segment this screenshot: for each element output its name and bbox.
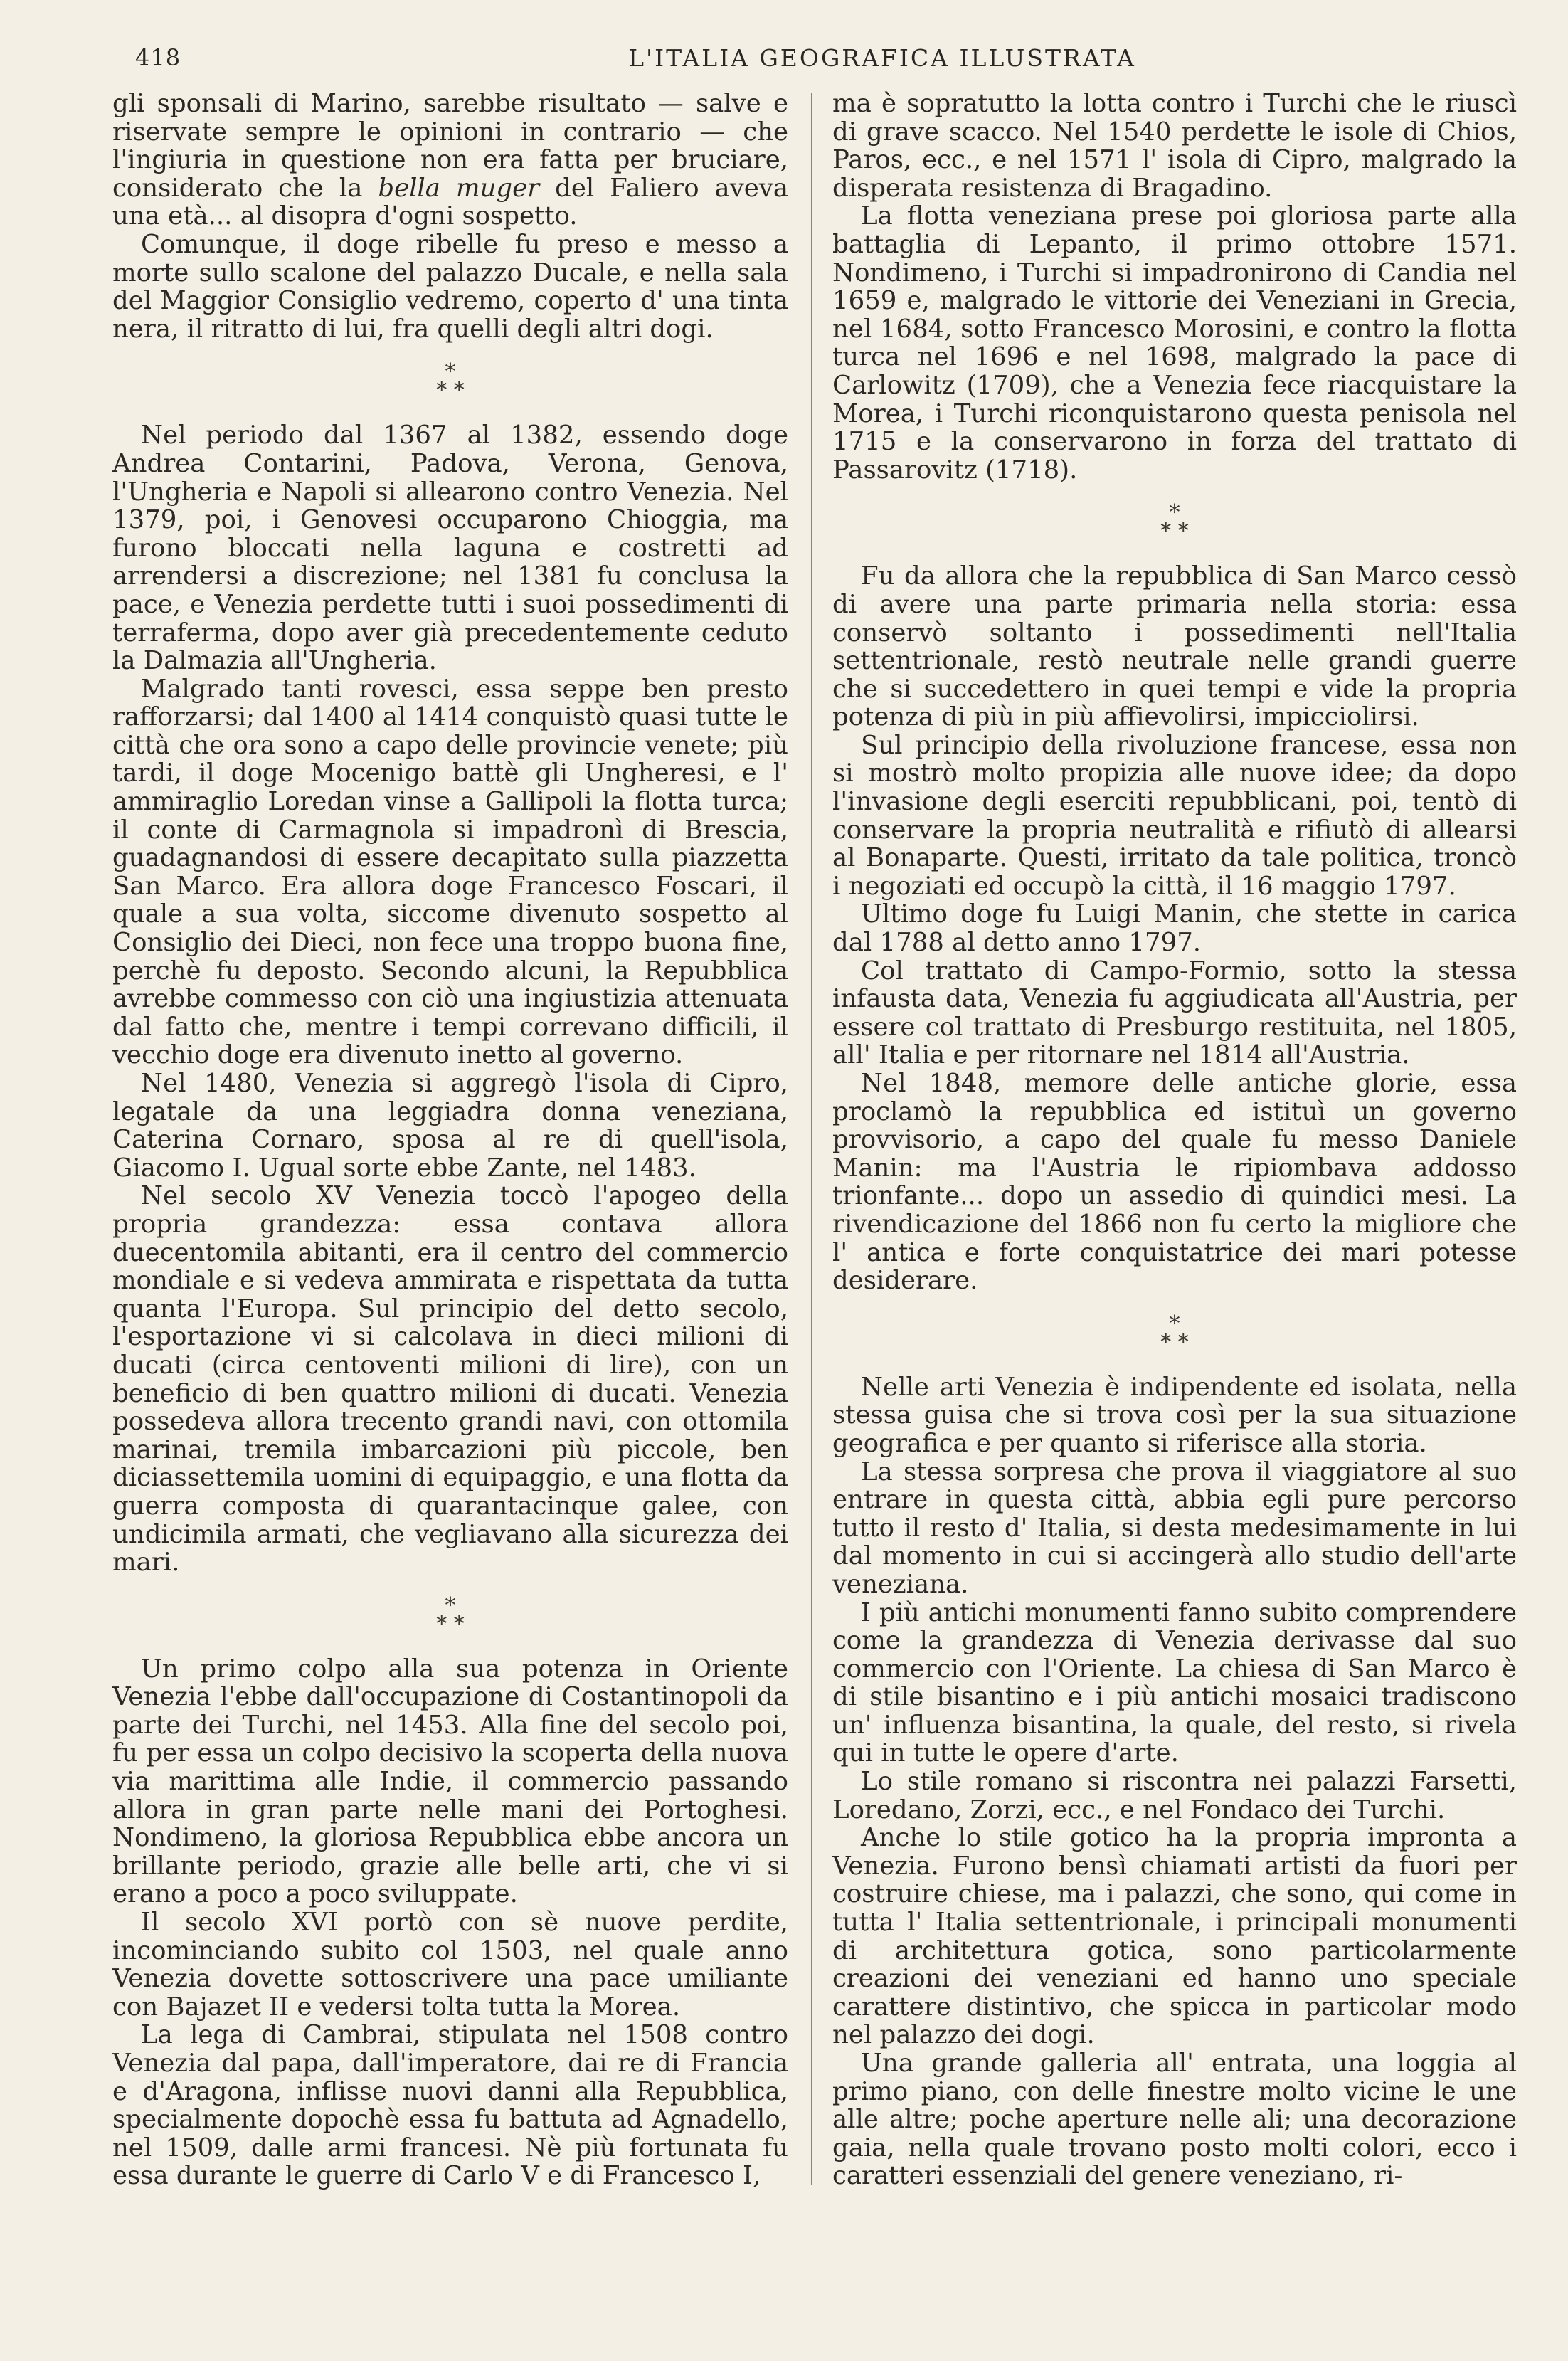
paragraph: I più antichi monumenti fanno subito comprendere come la grandezza di Venezia derivasse dal suo commercio con l'Oriente. La chiesa di San Marco è di stile bisantino e i più antichi mosaici tradiscono un' influenza bisantina, la quale, del resto, si rivela qui in tutte le opere d'arte. bbox=[832, 1597, 1517, 1768]
page-number: 418 bbox=[135, 44, 181, 71]
paragraph: Nel 1848, memore delle antiche glorie, essa proclamò la repubblica ed istituì un governo provvisorio, a capo del quale fu messo Daniele Manin: ma l'Austria le ripiombava addosso trionfante... dopo un assedio di quindici mesi. La rivendicazione del 1866 non fu certo la migliore che l' antica e forte conquistatrice dei mari potesse desiderare. bbox=[832, 1069, 1517, 1296]
paragraph: Malgrado tanti rovesci, essa seppe ben presto rafforzarsi; dal 1400 al 1414 conquistò quasi tutte le città che ora sono a capo delle provincie venete; più tardi, il doge Mocenigo battè gli Ungheresi, e l' ammiraglio Loredan vinse a Gallipoli la flotta turca; il conte di Carmagnola si impadronì di Brescia, guadagnandosi di essere decapitato sulla piazzetta San Marco. Era allora doge Francesco Foscari, il quale a sua volta, siccome divenuto sospetto al Consiglio dei Dieci, non fece una troppo buona fine, perchè fu deposto. Secondo alcuni, la Repubblica avrebbe commesso con ciò una ingiustizia attenuata dal fatto che, mentre i tempi correvano difficili, il vecchio doge era divenuto inetto al governo. bbox=[112, 674, 788, 1070]
paragraph: Comunque, il doge ribelle fu preso e messo a morte sullo scalone del palazzo Ducale, e nella sala del Maggior Consiglio vedremo, coperto d' una tinta nera, il ritratto di lui, fra quelli degli altri dogi. bbox=[112, 229, 788, 344]
running-title: L'ITALIA GEOGRAFICA ILLUSTRATA bbox=[628, 44, 1136, 72]
section-separator: * * * bbox=[1160, 500, 1189, 544]
paragraph: Fu da allora che la repubblica di San Marco cessò di avere una parte primaria nella storia: essa conservò soltanto i possedimenti nell'Italia settentrionale, restò neutrale nelle grandi guerre che si succedettero in quei tempi e vide la propria potenza di più in più affievolirsi, impicciolirsi. bbox=[832, 561, 1517, 732]
section-separator: * * * bbox=[436, 1593, 465, 1637]
section-separator: * * * bbox=[436, 359, 465, 403]
paragraph: La stessa sorpresa che prova il viaggiatore al suo entrare in questa città, abbia egli pure percorso tutto il resto d' Italia, si desta medesimamente in lui dal momento in cui si accingerà allo studio dell'arte veneziana. bbox=[832, 1457, 1517, 1599]
paragraph: Nelle arti Venezia è indipendente ed isolata, nella stessa guisa che si trova così per la sua situazione geografica e per quanto si riferisce alla storia. bbox=[832, 1372, 1517, 1458]
paragraph: ma è sopratutto la lotta contro i Turchi che le riuscì di grave scacco. Nel 1540 perdette le isole di Chios, Paros, ecc., e nel 1571 l' isola di Cipro, malgrado la disperata resistenza di Bragadino. bbox=[832, 89, 1517, 203]
paragraph: Nel secolo XV Venezia toccò l'apogeo della propria grandezza: essa contava allora duecentomila abitanti, era il centro del commercio mondiale e si vedeva ammirata e rispettata da tutta quanta l'Europa. Sul principio del detto secolo, l'esportazione vi si calcolava in dieci milioni di ducati (circa centoventi milioni di lire), con un beneficio di ben quattro milioni di ducati. Venezia possedeva allora trecento grandi navi, con ottomila marinai, tremila imbarcazioni più piccole, ben diciassettemila uomini di equipaggio, e una flotta da guerra composta di quarantacinque galee, con undicimila armati, che vegliavano alla sicurezza dei mari. bbox=[112, 1181, 788, 1578]
right-column bbox=[832, 90, 1517, 2190]
paragraph: Una grande galleria all' entrata, una loggia al primo piano, con delle finestre molto vicine le une alle altre; poche aperture nelle ali; una decorazione gaia, nella quale trovano posto molti colori, ecco i caratteri essenziali del genere veneziano, ri- bbox=[832, 2049, 1517, 2191]
page-header bbox=[114, 44, 1522, 80]
left-column bbox=[112, 90, 788, 2190]
paragraph: La lega di Cambrai, stipulata nel 1508 contro Venezia dal papa, dall'imperatore, dai re di Francia e d'Aragona, inflisse nuovi danni alla Repubblica, specialmente dopochè essa fu battuta ad Agnadello, nel 1509, dalle armi francesi. Nè più fortunata fu essa durante le guerre di Carlo V e di Francesco I, bbox=[112, 2020, 788, 2191]
paragraph: Nel periodo dal 1367 al 1382, essendo doge Andrea Contarini, Padova, Verona, Genova, l'Ungheria e Napoli si allearono contro Venezia. Nel 1379, poi, i Genovesi occuparono Chioggia, ma furono bloccati nella laguna e costretti ad arrendersi a discrezione; nel 1381 fu conclusa la pace, e Venezia perdette tutti i suoi possedimenti di terraferma, dopo aver già precedentemente ceduto la Dalmazia all'Ungheria. bbox=[112, 421, 788, 676]
paragraph: Sul principio della rivoluzione francese, essa non si mostrò molto propizia alle nuove idee; da dopo l'invasione degli eserciti repubblicani, poi, tentò di conservare la propria neutralità e rifiutò di allearsi al Bonaparte. Questi, irritato da tale politica, troncò i negoziati ed occupò la città, il 16 maggio 1797. bbox=[832, 730, 1517, 901]
paragraph: Anche lo stile gotico ha la propria impronta a Venezia. Furono bensì chiamati artisti da fuori per costruire chiese, ma i palazzi, che sono, qui come in tutta l' Italia settentrionale, i principali monumenti di architettura gotica, sono particolarmente creazioni dei veneziani ed hanno uno speciale carattere distintivo, che spicca in particolar modo nel palazzo dei dogi. bbox=[832, 1823, 1517, 2050]
paragraph: Nel 1480, Venezia si aggregò l'isola di Cipro, legatale da una leggiadra donna veneziana, Caterina Cornaro, sposa al re di quell'isola, Giacomo I. Ugual sorte ebbe Zante, nel 1483. bbox=[112, 1069, 788, 1183]
paragraph: gli sponsali di Marino, sarebbe risultato — salve e riservate sempre le opinioni in contrario — che l'ingiuria in questione non era fatta per bruciare, considerato che la bella muger del Faliero aveva una età... al disopra d'ogni sospetto. bbox=[112, 89, 788, 231]
column-divider bbox=[811, 93, 812, 2185]
paragraph: Ultimo doge fu Luigi Manin, che stette in carica dal 1788 al detto anno 1797. bbox=[832, 899, 1517, 958]
paragraph: Un primo colpo alla sua potenza in Oriente Venezia l'ebbe dall'occupazione di Costantinopoli da parte dei Turchi, nel 1453. Alla fine del secolo poi, fu per essa un colpo decisivo la scoperta della nuova via marittima alle Indie, il commercio passando allora in gran parte nelle mani dei Portoghesi. Nondimeno, la gloriosa Repubblica ebbe ancora un brillante periodo, grazie alle belle arti, che vi si erano a poco a poco sviluppate. bbox=[112, 1654, 788, 1909]
paragraph: Col trattato di Campo-Formio, sotto la stessa infausta data, Venezia fu aggiudicata all'Austria, per essere col trattato di Presburgo restituita, nel 1805, all' Italia e per ritornare nel 1814 all'Austria. bbox=[832, 956, 1517, 1070]
paragraph: Il secolo XVI portò con sè nuove perdite, incominciando subito col 1503, nel quale anno Venezia dovette sottoscrivere una pace umiliante con Bajazet II e vedersi tolta tutta la Morea. bbox=[112, 1908, 788, 2022]
emphasis-text: bella muger bbox=[378, 173, 540, 203]
paragraph: La flotta veneziana prese poi gloriosa parte alla battaglia di Lepanto, il primo ottobre 1571. Nondimeno, i Turchi si impadronirono di Candia nel 1659 e, malgrado le vittorie dei Veneziani in Grecia, nel 1684, sotto Francesco Morosini, e contro la flotta turca nel 1696 e nel 1698, malgrado la pace di Carlowitz (1709), che a Venezia fece riacquistare la Morea, i Turchi riconquistarono questa penisola nel 1715 e la conservarono in forza del trattato di Passarovitz (1718). bbox=[832, 201, 1517, 485]
paragraph: Lo stile romano si riscontra nei palazzi Farsetti, Loredano, Zorzi, ecc., e nel Fondaco dei Turchi. bbox=[832, 1767, 1517, 1824]
section-separator: * * * bbox=[1160, 1311, 1189, 1355]
